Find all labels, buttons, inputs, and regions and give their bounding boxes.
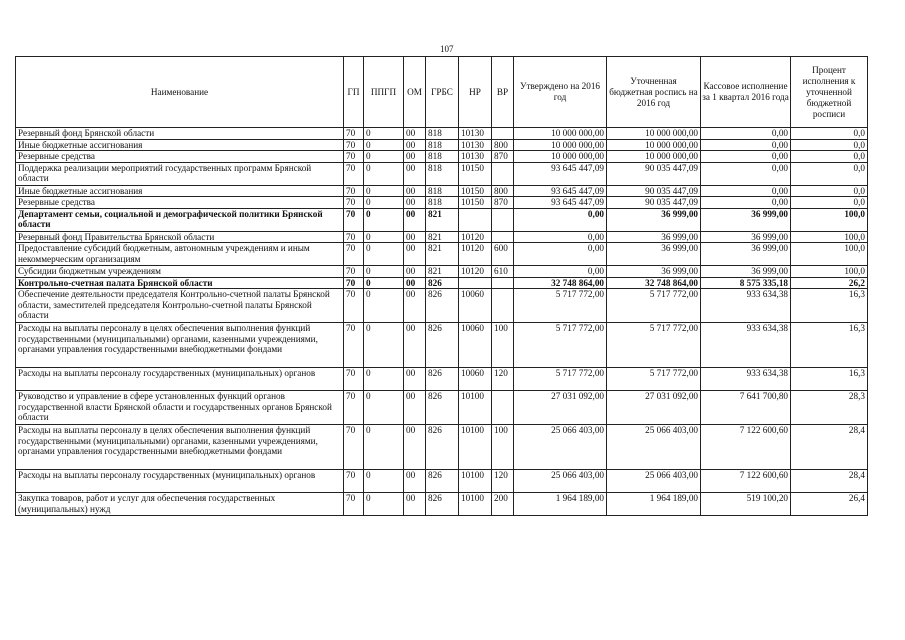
row-percent: 0,0 xyxy=(791,185,868,197)
row-ppgp: 0 xyxy=(364,323,404,368)
row-grbs: 826 xyxy=(426,323,459,368)
row-ppgp: 0 xyxy=(364,266,404,278)
row-vr xyxy=(492,162,514,185)
row-refined: 10 000 000,00 xyxy=(607,151,701,163)
header-cash: Кассовое исполнение за 1 квартал 2016 года xyxy=(701,57,791,128)
row-refined: 5 717 772,00 xyxy=(607,368,701,391)
row-grbs: 818 xyxy=(426,185,459,197)
row-grbs: 826 xyxy=(426,493,459,516)
row-nr: 10130 xyxy=(459,151,492,163)
header-grbs: ГРБС xyxy=(426,57,459,128)
row-om: 00 xyxy=(404,151,426,163)
row-om: 00 xyxy=(404,368,426,391)
row-gp: 70 xyxy=(344,323,364,368)
row-approved: 10 000 000,00 xyxy=(514,128,607,140)
row-approved: 5 717 772,00 xyxy=(514,368,607,391)
row-refined: 32 748 864,00 xyxy=(607,277,701,289)
row-ppgp: 0 xyxy=(364,243,404,266)
row-refined: 5 717 772,00 xyxy=(607,289,701,323)
row-nr: 10120 xyxy=(459,243,492,266)
header-om: ОМ xyxy=(404,57,426,128)
row-om: 00 xyxy=(404,128,426,140)
row-nr xyxy=(459,208,492,231)
row-name: Резервные средства xyxy=(16,197,344,209)
row-grbs: 826 xyxy=(426,289,459,323)
row-nr: 10120 xyxy=(459,266,492,278)
table-row xyxy=(16,266,868,278)
header-ppgp: ППГП xyxy=(364,57,404,128)
row-gp: 70 xyxy=(344,368,364,391)
row-vr: 800 xyxy=(492,185,514,197)
row-vr xyxy=(492,231,514,243)
row-percent: 28,3 xyxy=(791,391,868,425)
row-ppgp: 0 xyxy=(364,185,404,197)
row-approved: 93 645 447,09 xyxy=(514,162,607,185)
row-cash: 0,00 xyxy=(701,151,791,163)
header-gp: ГП xyxy=(344,57,364,128)
row-approved: 5 717 772,00 xyxy=(514,289,607,323)
row-vr: 870 xyxy=(492,151,514,163)
row-approved: 25 066 403,00 xyxy=(514,425,607,470)
row-percent: 26,4 xyxy=(791,493,868,516)
row-name: Субсидии бюджетным учреждениям xyxy=(16,266,344,278)
row-grbs: 826 xyxy=(426,368,459,391)
row-gp: 70 xyxy=(344,425,364,470)
table-row xyxy=(16,139,868,151)
row-ppgp: 0 xyxy=(364,151,404,163)
row-cash: 0,00 xyxy=(701,139,791,151)
row-approved: 32 748 864,00 xyxy=(514,277,607,289)
row-name: Резервный фонд Правительства Брянской области xyxy=(16,231,344,243)
row-cash: 36 999,00 xyxy=(701,208,791,231)
row-ppgp: 0 xyxy=(364,368,404,391)
row-percent: 28,4 xyxy=(791,470,868,493)
row-grbs: 818 xyxy=(426,162,459,185)
row-nr: 10120 xyxy=(459,231,492,243)
budget-table xyxy=(15,56,868,516)
table-row xyxy=(16,128,868,140)
row-nr xyxy=(459,277,492,289)
row-gp: 70 xyxy=(344,128,364,140)
row-vr: 100 xyxy=(492,425,514,470)
row-nr: 10060 xyxy=(459,289,492,323)
row-vr xyxy=(492,208,514,231)
row-percent: 0,0 xyxy=(791,162,868,185)
row-vr xyxy=(492,277,514,289)
row-approved: 93 645 447,09 xyxy=(514,185,607,197)
row-gp: 70 xyxy=(344,197,364,209)
row-nr: 10100 xyxy=(459,391,492,425)
row-approved: 10 000 000,00 xyxy=(514,139,607,151)
row-refined: 10 000 000,00 xyxy=(607,139,701,151)
row-approved: 1 964 189,00 xyxy=(514,493,607,516)
row-gp: 70 xyxy=(344,139,364,151)
row-nr: 10150 xyxy=(459,162,492,185)
row-vr: 100 xyxy=(492,323,514,368)
row-refined: 90 035 447,09 xyxy=(607,162,701,185)
row-refined: 36 999,00 xyxy=(607,208,701,231)
row-gp: 70 xyxy=(344,151,364,163)
row-gp: 70 xyxy=(344,266,364,278)
row-ppgp: 0 xyxy=(364,493,404,516)
row-name: Руководство и управление в сфере установленных функций органов государственной власти Брянской области и государственных органов Брянской области xyxy=(16,391,344,425)
row-vr: 600 xyxy=(492,243,514,266)
row-grbs: 821 xyxy=(426,231,459,243)
row-vr xyxy=(492,289,514,323)
row-cash: 36 999,00 xyxy=(701,243,791,266)
row-cash: 519 100,20 xyxy=(701,493,791,516)
row-vr xyxy=(492,128,514,140)
row-vr: 120 xyxy=(492,368,514,391)
row-approved: 10 000 000,00 xyxy=(514,151,607,163)
row-ppgp: 0 xyxy=(364,208,404,231)
row-grbs: 826 xyxy=(426,425,459,470)
row-nr: 10060 xyxy=(459,368,492,391)
row-gp: 70 xyxy=(344,277,364,289)
row-om: 00 xyxy=(404,185,426,197)
row-om: 00 xyxy=(404,139,426,151)
row-cash: 933 634,38 xyxy=(701,323,791,368)
row-percent: 26,2 xyxy=(791,277,868,289)
row-nr: 10100 xyxy=(459,470,492,493)
row-name: Департамент семьи, социальной и демографической политики Брянской области xyxy=(16,208,344,231)
row-cash: 0,00 xyxy=(701,197,791,209)
row-cash: 933 634,38 xyxy=(701,289,791,323)
row-grbs: 818 xyxy=(426,197,459,209)
row-ppgp: 0 xyxy=(364,425,404,470)
row-vr: 200 xyxy=(492,493,514,516)
row-refined: 10 000 000,00 xyxy=(607,128,701,140)
page-number: 107 xyxy=(440,44,454,54)
row-ppgp: 0 xyxy=(364,139,404,151)
row-nr: 10100 xyxy=(459,493,492,516)
row-gp: 70 xyxy=(344,243,364,266)
row-vr: 800 xyxy=(492,139,514,151)
row-name: Расходы на выплаты персоналу в целях обеспечения выполнения функций государственными (муниципальными) органами, казенными учреждениями, органами управления государственными внебюджетными фондами xyxy=(16,425,344,470)
row-om: 00 xyxy=(404,197,426,209)
row-grbs: 818 xyxy=(426,139,459,151)
row-vr: 120 xyxy=(492,470,514,493)
row-cash: 36 999,00 xyxy=(701,231,791,243)
row-cash: 7 122 600,60 xyxy=(701,425,791,470)
row-gp: 70 xyxy=(344,185,364,197)
row-grbs: 818 xyxy=(426,128,459,140)
row-refined: 1 964 189,00 xyxy=(607,493,701,516)
row-cash: 8 575 335,18 xyxy=(701,277,791,289)
table-row xyxy=(16,151,868,163)
row-approved: 0,00 xyxy=(514,243,607,266)
row-ppgp: 0 xyxy=(364,162,404,185)
row-refined: 36 999,00 xyxy=(607,231,701,243)
row-cash: 7 122 600,60 xyxy=(701,470,791,493)
row-percent: 100,0 xyxy=(791,243,868,266)
row-om: 00 xyxy=(404,162,426,185)
row-om: 00 xyxy=(404,208,426,231)
row-percent: 16,3 xyxy=(791,323,868,368)
table-row xyxy=(16,231,868,243)
row-refined: 5 717 772,00 xyxy=(607,323,701,368)
row-om: 00 xyxy=(404,277,426,289)
row-ppgp: 0 xyxy=(364,470,404,493)
row-om: 00 xyxy=(404,470,426,493)
header-refined: Уточненная бюджетная роспись на 2016 год xyxy=(607,57,701,128)
row-approved: 0,00 xyxy=(514,208,607,231)
row-name: Закупка товаров, работ и услуг для обеспечения государственных (муниципальных) нужд xyxy=(16,493,344,516)
row-name: Резервные средства xyxy=(16,151,344,163)
row-om: 00 xyxy=(404,266,426,278)
row-approved: 0,00 xyxy=(514,266,607,278)
row-nr: 10130 xyxy=(459,128,492,140)
row-gp: 70 xyxy=(344,391,364,425)
row-vr xyxy=(492,391,514,425)
row-approved: 93 645 447,09 xyxy=(514,197,607,209)
row-gp: 70 xyxy=(344,162,364,185)
table-row xyxy=(16,208,868,231)
row-refined: 90 035 447,09 xyxy=(607,185,701,197)
row-percent: 100,0 xyxy=(791,231,868,243)
row-name: Контрольно-счетная палата Брянской области xyxy=(16,277,344,289)
row-vr: 610 xyxy=(492,266,514,278)
row-name: Поддержка реализации мероприятий государственных программ Брянской области xyxy=(16,162,344,185)
table-row xyxy=(16,162,868,185)
row-percent: 100,0 xyxy=(791,266,868,278)
row-approved: 0,00 xyxy=(514,231,607,243)
header-vr: ВР xyxy=(492,57,514,128)
row-om: 00 xyxy=(404,231,426,243)
row-om: 00 xyxy=(404,391,426,425)
row-name: Обеспечение деятельности председателя Контрольно-счетной палаты Брянской области, заместителей председателя Контрольно-счетной палаты Брянской области xyxy=(16,289,344,323)
row-cash: 933 634,38 xyxy=(701,368,791,391)
row-percent: 0,0 xyxy=(791,151,868,163)
row-om: 00 xyxy=(404,493,426,516)
row-nr: 10150 xyxy=(459,197,492,209)
row-ppgp: 0 xyxy=(364,289,404,323)
row-ppgp: 0 xyxy=(364,391,404,425)
row-percent: 0,0 xyxy=(791,197,868,209)
row-name: Расходы на выплаты персоналу государственных (муниципальных) органов xyxy=(16,368,344,391)
table-row xyxy=(16,493,868,516)
row-gp: 70 xyxy=(344,289,364,323)
row-ppgp: 0 xyxy=(364,197,404,209)
header-approved: Утверждено на 2016 год xyxy=(514,57,607,128)
row-refined: 25 066 403,00 xyxy=(607,470,701,493)
row-grbs: 826 xyxy=(426,391,459,425)
row-approved: 27 031 092,00 xyxy=(514,391,607,425)
table-row xyxy=(16,277,868,289)
row-refined: 36 999,00 xyxy=(607,266,701,278)
row-refined: 25 066 403,00 xyxy=(607,425,701,470)
table-row xyxy=(16,289,868,323)
row-nr: 10130 xyxy=(459,139,492,151)
row-om: 00 xyxy=(404,289,426,323)
row-percent: 16,3 xyxy=(791,289,868,323)
row-cash: 7 641 700,80 xyxy=(701,391,791,425)
row-om: 00 xyxy=(404,243,426,266)
header-percent: Процент исполнения к уточненной бюджетной росписи xyxy=(791,57,868,128)
row-name: Предоставление субсидий бюджетным, автономным учреждениям и иным некоммерческим организациям xyxy=(16,243,344,266)
table-row xyxy=(16,243,868,266)
row-percent: 0,0 xyxy=(791,128,868,140)
row-cash: 0,00 xyxy=(701,185,791,197)
header-row xyxy=(16,57,868,128)
table-row xyxy=(16,391,868,425)
row-name: Иные бюджетные ассигнования xyxy=(16,139,344,151)
row-grbs: 821 xyxy=(426,208,459,231)
row-grbs: 821 xyxy=(426,266,459,278)
row-percent: 100,0 xyxy=(791,208,868,231)
row-grbs: 818 xyxy=(426,151,459,163)
table-row xyxy=(16,323,868,368)
table-row xyxy=(16,185,868,197)
row-percent: 0,0 xyxy=(791,139,868,151)
row-gp: 70 xyxy=(344,470,364,493)
row-vr: 870 xyxy=(492,197,514,209)
row-name: Расходы на выплаты персоналу в целях обеспечения выполнения функций государственными (муниципальными) органами, казенными учреждениями, органами управления государственными внебюджетными фондами xyxy=(16,323,344,368)
row-refined: 27 031 092,00 xyxy=(607,391,701,425)
table-row xyxy=(16,425,868,470)
table-row xyxy=(16,470,868,493)
row-percent: 16,3 xyxy=(791,368,868,391)
row-nr: 10100 xyxy=(459,425,492,470)
row-grbs: 826 xyxy=(426,277,459,289)
row-om: 00 xyxy=(404,323,426,368)
row-gp: 70 xyxy=(344,208,364,231)
row-grbs: 821 xyxy=(426,243,459,266)
row-om: 00 xyxy=(404,425,426,470)
row-nr: 10150 xyxy=(459,185,492,197)
header-nr: НР xyxy=(459,57,492,128)
row-cash: 36 999,00 xyxy=(701,266,791,278)
row-refined: 90 035 447,09 xyxy=(607,197,701,209)
row-name: Иные бюджетные ассигнования xyxy=(16,185,344,197)
row-ppgp: 0 xyxy=(364,128,404,140)
row-ppgp: 0 xyxy=(364,231,404,243)
row-approved: 5 717 772,00 xyxy=(514,323,607,368)
row-name: Расходы на выплаты персоналу государственных (муниципальных) органов xyxy=(16,470,344,493)
row-ppgp: 0 xyxy=(364,277,404,289)
row-name: Резервный фонд Брянской области xyxy=(16,128,344,140)
row-nr: 10060 xyxy=(459,323,492,368)
row-gp: 70 xyxy=(344,493,364,516)
row-refined: 36 999,00 xyxy=(607,243,701,266)
row-cash: 0,00 xyxy=(701,162,791,185)
table-row xyxy=(16,197,868,209)
row-percent: 28,4 xyxy=(791,425,868,470)
row-cash: 0,00 xyxy=(701,128,791,140)
table-row xyxy=(16,368,868,391)
row-approved: 25 066 403,00 xyxy=(514,470,607,493)
row-gp: 70 xyxy=(344,231,364,243)
header-name: Наименование xyxy=(16,57,344,128)
row-grbs: 826 xyxy=(426,470,459,493)
